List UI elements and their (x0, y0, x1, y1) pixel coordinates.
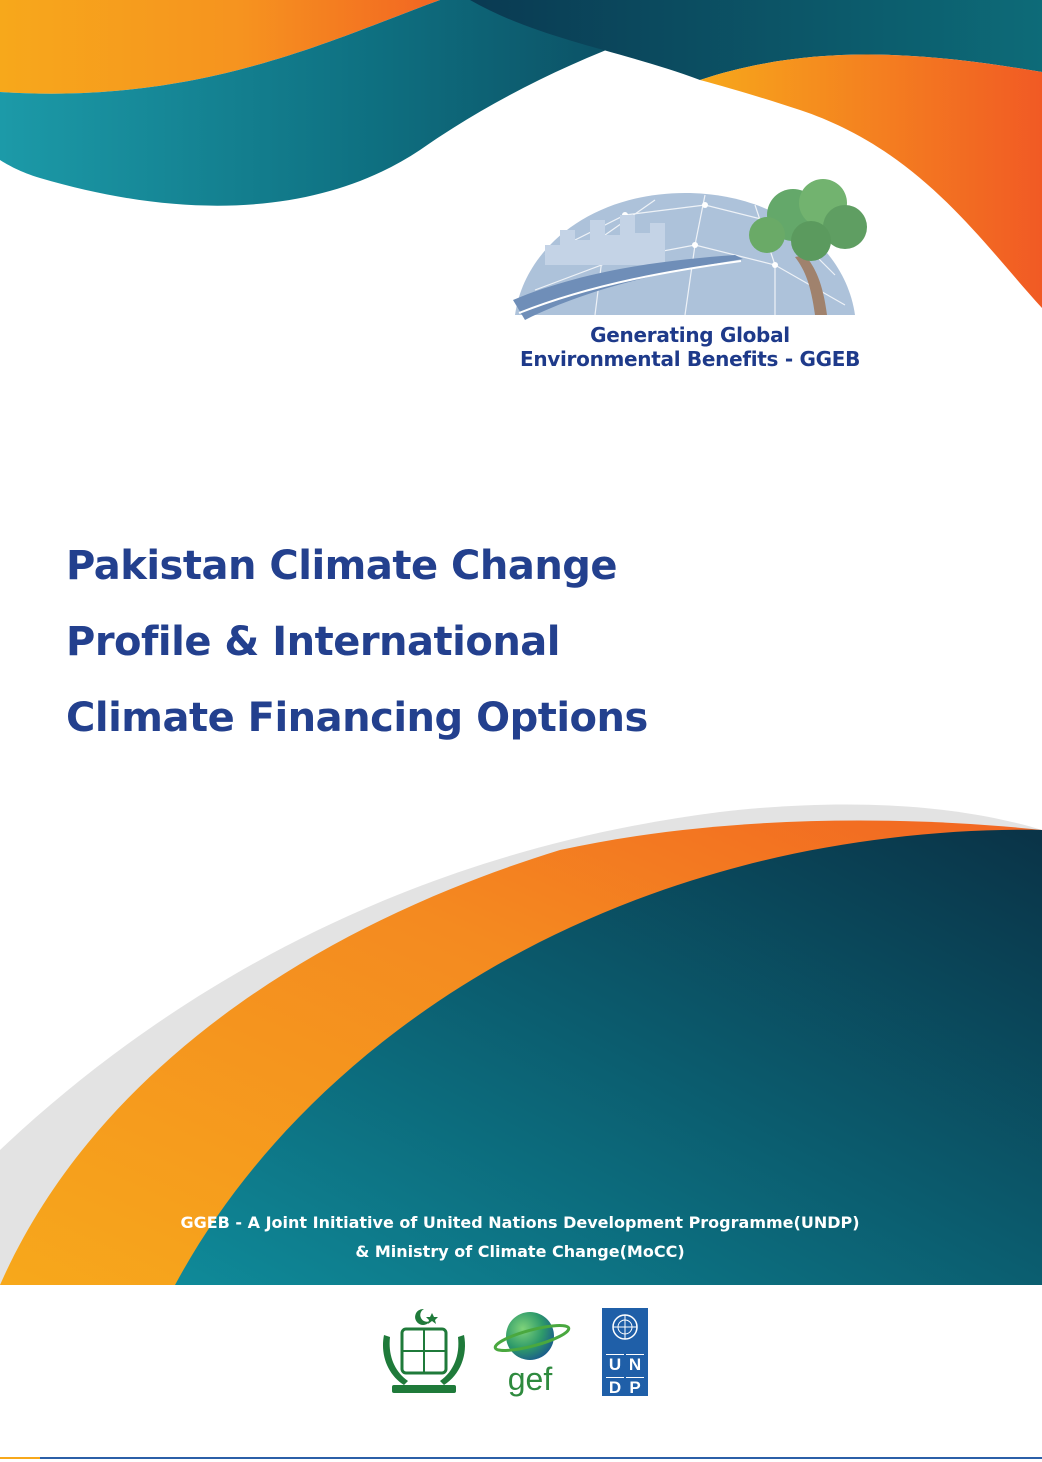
gef-logo-icon (492, 1308, 574, 1398)
report-title (66, 528, 826, 756)
un-emblem-icon (602, 1308, 648, 1348)
undp-letter-p: P (626, 1377, 644, 1398)
partner-logos (0, 1300, 1042, 1410)
undp-letter-n: N (626, 1354, 644, 1375)
ggeb-globe-tree-icon (505, 175, 890, 325)
undp-logo-icon (602, 1308, 648, 1396)
footer-line2: & Ministry of Climate Change(MoCC) (355, 1242, 685, 1261)
brand-title-line1: Generating Global (590, 323, 790, 347)
brand-title-line2: Environmental Benefits - GGEB (519, 347, 861, 371)
ggeb-brand-title (470, 323, 910, 371)
report-title-line3: Climate Financing Options (66, 695, 648, 741)
footer-initiative-text (80, 1208, 960, 1266)
undp-letter-u: U (606, 1354, 624, 1375)
report-title-line2: Profile & International (66, 619, 561, 665)
footer-line1: GGEB - A Joint Initiative of United Nations Development Programme(UNDP) (180, 1213, 860, 1232)
pakistan-emblem-icon (378, 1305, 470, 1400)
report-title-line1: Pakistan Climate Change (66, 543, 618, 589)
gef-text: gef (507, 1361, 553, 1397)
undp-letter-d: D (606, 1377, 624, 1398)
